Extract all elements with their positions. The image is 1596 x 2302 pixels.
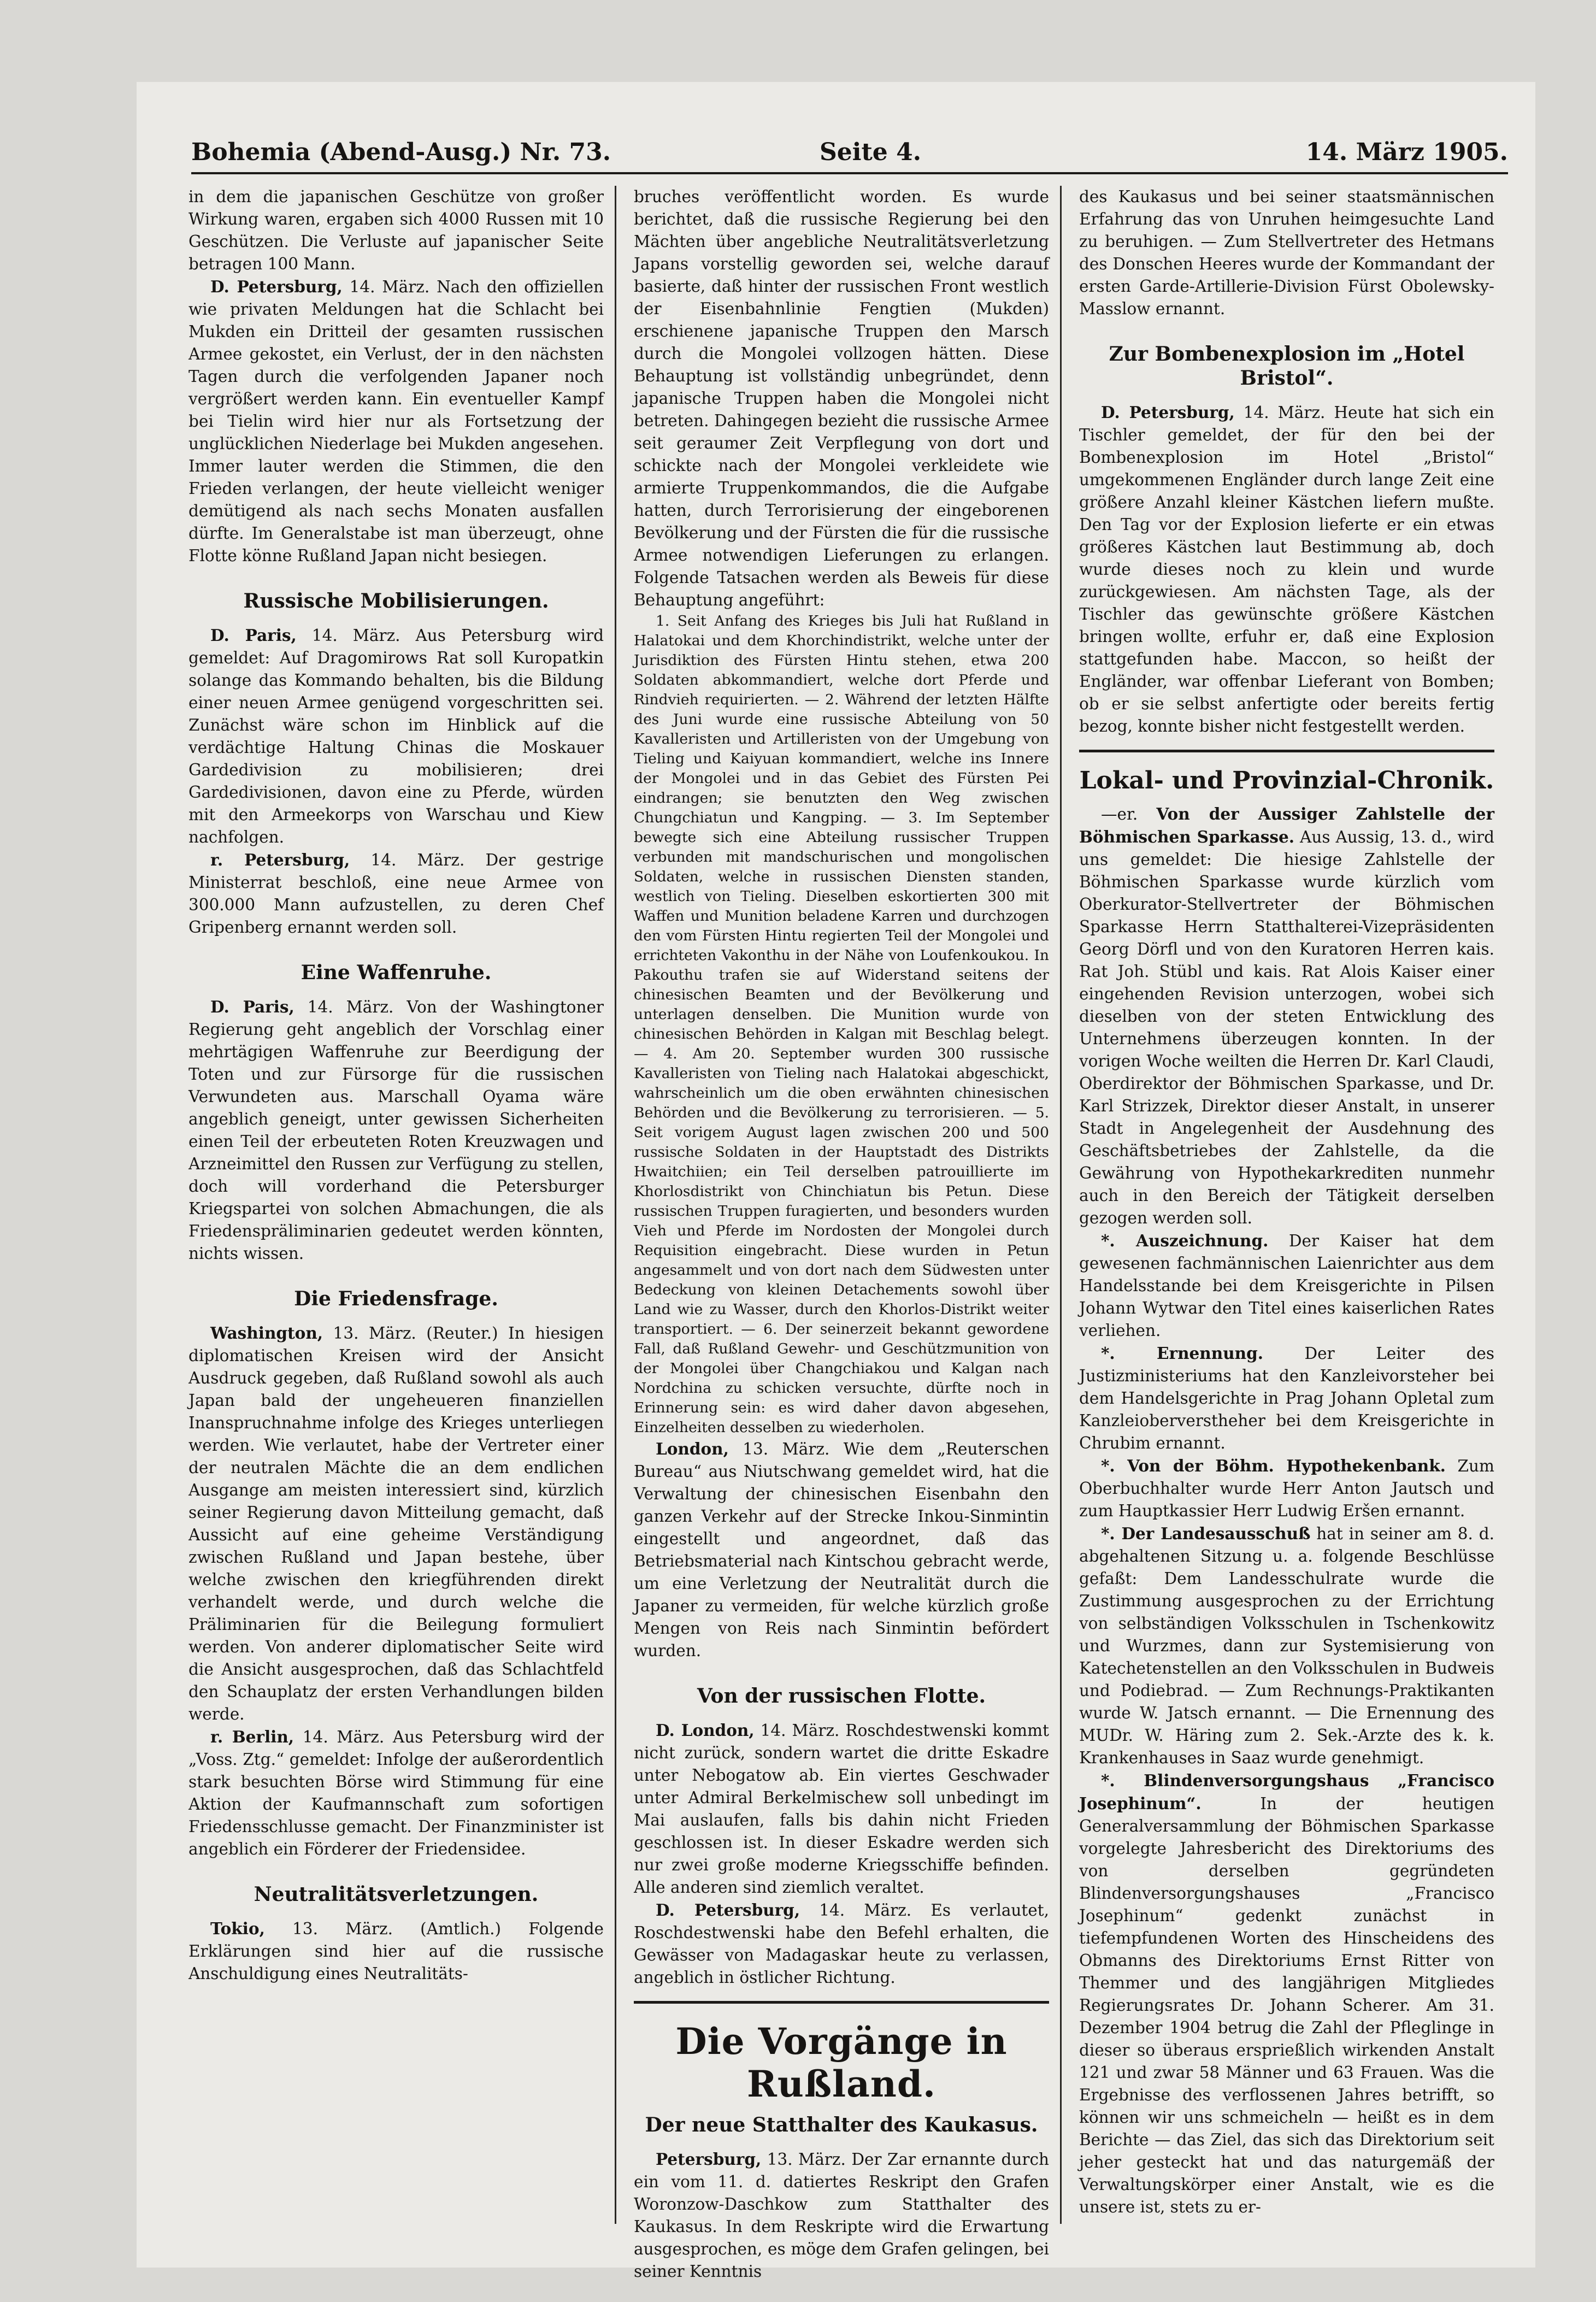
header-date: 14. März 1905. (1305, 138, 1508, 166)
item-title: *. Der Landesausschuß (1101, 1524, 1311, 1543)
article-paragraph (189, 1726, 604, 1861)
dateline: r. Petersburg, (210, 850, 350, 869)
dateline: D. Paris, (210, 997, 295, 1016)
article-paragraph (189, 1917, 604, 1985)
dateline: D. Petersburg, (210, 277, 343, 296)
article-text: März. Der gestrige Ministerrat beschloß, eine neue Armee von 300.000 Mann aufzustellen, zu deren Chef Gripenberg ernannt werden soll. (189, 851, 604, 937)
dateline: D. Petersburg, (656, 1900, 800, 1920)
section-heading: Neutralitätsverletzungen. (254, 1883, 539, 1906)
article-paragraph: 1. Seit Anfang des Krieges bis Juli hat Rußland in Halatokai und dem Khorchindistrikt, welche unter der Jurisdiktion des Fürsten Hintu stehen, etwa 200 Soldaten abkommandiert, welche dort Pferde und Rindvieh requirierten. — 2. Während der letzten Hälfte des Juni wurde eine russische Abteilung von 50 Kavalleristen und Artilleristen von der Umgebung von Tieling und Kaiyuan kommandiert, welche ins Innere der Mongolei und in das Gebiet des Fürsten Pei eindrangen; sie benutzten den Weg zwischen Chungchiatun und Kangping. — 3. Im September bewegte sich eine Abteilung russischer Truppen verbunden mit mandschurischen und mongolischen Soldaten, welche in russischen Diensten standen, westlich von Tieling. Dieselben eskortierten 300 mit Waffen und Munition beladene Karren und durchzogen den vom Fürsten Hintu regierten Teil der Mongolei und errichteten Vakonthu in der Nähe von Loufenkoukou. In Pakouthu trafen sie auf Widerstand seitens der chinesischen Beamten und der Bevölkerung und unterlagen denselben. Die Munition wurde von chinesischen Behörden in Kalgan mit Beschlag belegt. — 4. Am 20. September wurden 300 russische Kavalleristen von Tieling nach Halatokai abgeschickt, wahrscheinlich um die oben erwähnten chinesischen Behörden und die Bevölkerung zu terrorisieren. — 5. Seit vorigem August lagen zwischen 200 und 500 russische Soldaten in der Hauptstadt des Distrikts Hwaitchiien; ein Teil derselben patrouillierte im Khorlosdistrikt von Chinchiatun bis Petun. Diese russischen Truppen furagierten, und besonders wurden Vieh und Pferde im Nordosten der Mongolei durch Requisition eingebracht. Diese wurden in Petun angesammelt und von dort nach dem Südwesten unter Bedeckung von kleinen Detachements sowohl über Land wie zu Wasser, durch den Khorlos-Distrikt weiter transportiert. — 6. Der seinerzeit bekannt gewordene Fall, daß Rußland Gewehr- und Geschützmunition von der Mongolei über Changchiakou und Kalgan nach Nordchina zu schicken versuchte, dürfte noch in Erinnerung sein: es wird daher davon abgesehen, Einzelheiten desselben zu wiederholen. (634, 613, 1049, 1436)
item-title: *. Ernennung. (1101, 1344, 1263, 1363)
article-paragraph (189, 849, 604, 939)
dateline: London, (656, 1439, 729, 1458)
section-heading: Eine Waffenruhe. (301, 961, 492, 984)
article-text: Es verlautet, Roschdestwenski habe den Befehl erhalten, die Gewässer von Madagaskar heute zu verlassen, angeblich in östlicher Richtung. (634, 1901, 1049, 1987)
article-paragraph (1079, 1769, 1494, 2218)
article-text: In der heutigen Generalversammlung der Böhmischen Sparkasse vorgelegte Jahresbericht des Direktoriums des von derselben gegründeten Blindenversorgungshauses „Francisco Josephinum“ gedenkt zunächst in tiefempfundenen Worten des Hinscheidens des Obmanns des Direktoriums Ernst Ritter von Themmer und des langjährigen Mitgliedes Regierungsrates Dr. Johann Scherer. Am 31. Dezember 1904 betrug die Zahl der Pfleglinge in dieser so überaus ersprießlich wirkenden Anstalt 121 und zwar 58 Männer und 63 Frauen. Was die Ergebnisse des verflossenen Jahres betrifft, so können wir uns schmeicheln — heißt es in dem Berichte — das Ziel, das sich das Direktorium seit jeher gesteckt hat und das naturgemäß der Verwaltungskörper einer Anstalt, wie es die unsere ist, stets zu er- (1079, 1794, 1494, 2216)
item-title: *. Von der Böhm. Hypothekenbank. (1101, 1456, 1446, 1475)
section-divider (634, 2001, 1049, 2004)
dateline: D. London, (656, 1721, 755, 1740)
article-text: Heute hat sich ein Tischler gemeldet, der für den bei der Bombenexplosion im Hotel „Bristol“ umgekommenen Engländer durch lange Zeit eine größere Anzahl kleiner Kästchen liefern mußte. Den Tag vor der Explosion lieferte er ein etwas größeres Kästchen laut Bestimmung ab, doch wurde dieses noch zu klein und wurde zurückgewiesen. Am nächsten Tage, als der Tischler das gewünschte größere Kästchen bringen wollte, erfuhr er, daß eine Explosion stattgefunden habe. Maccon, so heißt der Engländer, war offenbar Lieferant von Bomben; ob er sie selbst anfertigte oder bereits fertig bezog, konnte bisher nicht festgestellt werden. (1079, 403, 1494, 735)
article-text: Der Leiter des Justizministeriums hat den Kanzleivorsteher bei dem Handelsgerichte in Prag Johann Opletal zum Kanzleioberverstheher bei dem Kreisgerichte in Chrubim ernannt. (1079, 1344, 1494, 1452)
dateline: D. Paris, (210, 626, 297, 645)
article-paragraph (1079, 1342, 1494, 1455)
date: 13. März. (767, 2150, 846, 2169)
item-title: *. Blindenversorgungshaus „Francisco Josephinum“. (1079, 1771, 1494, 1813)
article-text: Zum Oberbuchhalter wurde Herr Anton Jautsch und zum Hauptkassier Herr Ludwig Eršen ernannt. (1079, 1457, 1494, 1520)
item-title: *. Auszeichnung. (1101, 1231, 1269, 1250)
article-paragraph (634, 1899, 1049, 1989)
article-paragraph: in dem die japanischen Geschütze von großer Wirkung waren, ergaben sich 4000 Russen mit 10 Geschützen. Die Verluste auf japanischer Seite betragen 100 Mann. (189, 187, 604, 273)
column-1 (189, 186, 604, 2229)
date: 14. (370, 851, 397, 869)
article-paragraph (634, 2148, 1049, 2283)
article-paragraph (1079, 401, 1494, 738)
item-title: Von der Aussiger Zahlstelle der Böhmischen Sparkasse. (1079, 804, 1494, 846)
article-text: In hiesigen diplomatischen Kreisen wird der Ansicht Ausdruck gegeben, daß Rußland sowohl als auch Japan bald der ungeheueren finanziellen Inanspruchnahme infolge des Krieges unterliegen werden. Wie verlautet, habe der Vertreter einer der neutralen Mächte die an dem endlichen Ausgange am meisten interessiert sind, kürzlich seiner Regierung davon Mitteilung gemacht, daß Aussicht auf eine geheime Verständigung zwischen Rußland und Japan bestehe, über welche zwischen den kriegführenden direkt verhandelt werde, und durch welche die Präliminarien für die Beilegung formuliert werden. Von anderer diplomatischer Seite wird die Ansicht ausgesprochen, daß das Schlachtfeld den Schauplatz der ersten Verhandlungen bilden werde. (189, 1324, 604, 1723)
date: 14. März. (819, 1901, 912, 1920)
column-3 (1079, 186, 1494, 2229)
dateline: Tokio, (210, 1919, 265, 1938)
major-heading: Die Vorgänge in Rußland. (675, 2020, 1008, 2105)
article-paragraph: bruches veröffentlicht worden. Es wurde berichtet, daß die russische Regierung bei den Mächten über angebliche Neutralitätsverletzung Japans vorstellig geworden sei, welche darauf basierte, daß hinter der russischen Front westlich der Eisenbahnlinie Fengtien (Mukden) erschienene japanische Truppen den Marsch durch die Mongolei vollzogen hätten. Diese Behauptung ist vollständig unbegründet, denn japanische Truppen haben die Mongolei nicht betreten. Dahingegen bezieht die russische Armee seit geraumer Zeit Verpflegung von dort und schickte nach der Mongolei verkleidete wie armierte Truppenkommandos, die die Aufgabe hatten, durch Terrorisierung der eingeborenen Bevölkerung und der Fürsten die für die russische Armee notwendigen Lieferungen zu erlangen. Folgende Tatsachen werden als Beweis für diese Behauptung angeführt: (634, 187, 1049, 609)
article-text: Aus Aussig, 13. d., wird uns gemeldet: Die hiesige Zahlstelle der Böhmischen Sparkasse wurde kürzlich vom Oberkurator-Stellvertreter der Böhmischen Sparkasse Herrn Statthalterei-Vizepräsidenten Georg Dörfl und von den Kuratoren Herren kais. Rat Joh. Stübl und kais. Rat Alois Kaiser einer eingehenden Revision unterzogen, wobei sich dieselben von der steten Entwicklung des Unternehmens überzeugen konnten. In der vorigen Woche weilten die Herren Dr. Karl Claudi, Oberdirektor der Böhmischen Sparkasse, und Dr. Karl Strizzek, Direktor dieser Anstalt, in unserer Stadt in Angelegenheit der Ausdehnung des Geschäftsbetriebes der Zahlstelle, da die Gewährung von Hypothekarkrediten nunmehr auch in den Bereich der Tätigkeit derselben gezogen werden soll. (1079, 828, 1494, 1227)
date: 14. März. (302, 1728, 385, 1746)
column-2 (634, 186, 1049, 2281)
section-heading: Von der russischen Flotte. (697, 1685, 986, 1708)
header-page-number: Seite 4. (820, 138, 922, 166)
date: 14. März. (1243, 403, 1326, 422)
date: 13. März. (Reuter.) (333, 1324, 498, 1343)
article-paragraph (189, 996, 604, 1265)
date: 14. März. (311, 626, 401, 645)
section-heading: Der neue Statthalter des Kaukasus. (645, 2113, 1038, 2136)
date: 13. März. (743, 1440, 830, 1458)
date: 14. März. (760, 1721, 840, 1740)
newspaper-page (137, 82, 1535, 2281)
article-text: Roschdestwenski kommt nicht zurück, sondern wartet die dritte Eskadre unter Nebogatow ab. Ein viertes Geschwader unter Admiral Berkelmischew soll unbedingt im Mai auslaufen, falls bis dahin nicht Frieden geschlossen ist. In dieser Eskadre werden sich nur zwei große moderne Kriegsschiffe befinden. Alle anderen sind ziemlich veraltet. (634, 1721, 1049, 1897)
article-text: Folgende Erklärungen sind hier auf die russische Anschuldigung eines Neutralitäts- (189, 1920, 604, 1983)
dateline: r. Berlin, (210, 1727, 295, 1746)
article-paragraph (1079, 1229, 1494, 1342)
dateline: D. Petersburg, (1101, 403, 1235, 422)
article-paragraph (1079, 803, 1494, 1229)
article-text: Aus Petersburg wird der „Voss. Ztg.“ gemeldet: Infolge der außerordentlich stark besuchten Börse wird Stimmung für eine Aktion der Kaufmannschaft zum sofortigen Friedensschlusse gemacht. Der Finanzminister ist angeblich ein Förderer der Friedensidee. (189, 1728, 604, 1858)
article-paragraph (1079, 1455, 1494, 1522)
article-text: Der Kaiser hat dem gewesenen fachmännischen Laienrichter aus dem Handelsstande bei dem Kreisgerichte in Pilsen Johann Wytwar den Titel eines kaiserlichen Rates verliehen. (1079, 1232, 1494, 1340)
dateline: Washington, (210, 1323, 323, 1343)
section-heading: Zur Bombenexplosion im „Hotel Bristol“. (1109, 343, 1465, 390)
article-paragraph: des Kaukasus und bei seiner staatsmännischen Erfahrung das von Unruhen heimgesuchte Land zu beruhigen. — Zum Stellvertreter des Hetmans des Donschen Heeres wurde der Kommandant der ersten Garde-Artillerie-Division Fürst Obolewsky-Masslow ernannt. (1079, 187, 1494, 318)
article-text: Aus Petersburg wird gemeldet: Auf Dragomirows Rat soll Kuropatkin solange das Kommando behalten, bis die Bildung einer neuen Armee genügend vorgeschritten sei. Zunächst wäre schon im Hinblick auf die verdächtige Haltung Chinas die Moskauer Gardedivision zu mobilisieren; drei Gardedivisionen, davon eine zu Pferde, würden mit den Armeekorps von Warschau und Kiew nachfolgen. (189, 626, 604, 846)
section-divider (1079, 750, 1494, 752)
page-header (191, 134, 1508, 174)
header-publication: Bohemia (Abend-Ausg.) Nr. 73. (191, 138, 611, 166)
article-text: Nach den offiziellen wie privaten Meldungen hat die Schlacht bei Mukden ein Dritteil der gesamten russischen Armee gekostet, ein Verlust, der in den nächsten Tagen durch die verfolgenden Japaner noch vergrößert werden kann. Ein eventueller Kampf bei Tielin wird hier nur als Fortsetzung der unglücklichen Niederlage bei Mukden angesehen. Immer lauter werden die Stimmen, die den Frieden verlangen, der heute vielleicht weniger demütigend als nach sechs Monaten ausfallen dürfte. Im Generalstabe ist man überzeugt, ohne Flotte könne Rußland Japan nicht besiegen. (189, 278, 604, 565)
column-rule (615, 186, 616, 2224)
article-text: Wie dem „Reuterschen Bureau“ aus Niutschwang gemeldet wird, hat die Verwaltung der chinesischen Eisenbahn den ganzen Verkehr auf der Strecke Inkou-Sinmintin eingestellt und angeordnet, daß das Betriebsmaterial nach Kintschou gebracht werde, um eine Verletzung der Neutralität durch die Japaner zu vermeiden, für welche kürzlich große Mengen von Reis nach Sinmintin befördert wurden. (634, 1440, 1049, 1660)
article-paragraph (189, 624, 604, 849)
dateline: Petersburg, (656, 2150, 762, 2169)
date: 13. März. (Amtlich.) (292, 1920, 502, 1938)
date: 14. März. (349, 278, 430, 296)
article-text: Von der Washingtoner Regierung geht angeblich der Vorschlag einer mehrtägigen Waffenruhe zur Beerdigung der Toten und zur Fürsorge für die russischen Verwundeten aus. Marschall Oyama wäre angeblich geneigt, unter gewissen Sicherheiten einen Teil der erbeuteten Roten Kreuzwagen und Arzneimittel den Russen zur Verfügung zu stellen, doch will vorderhand die Petersburger Kriegspartei von solchen Abmachungen, die als Friedenspräliminarien gedeutet werden könnten, nichts wissen. (189, 998, 604, 1263)
article-paragraph (189, 275, 604, 567)
article-paragraph (634, 1719, 1049, 1899)
column-rule (1060, 186, 1062, 2224)
article-text: Der Zar ernannte durch ein vom 11. d. datiertes Reskript den Grafen Woronzow-Daschkow zum Statthalter des Kaukasus. In dem Reskripte wird die Erwartung ausgesprochen, es möge dem Grafen gelingen, bei seiner Kenntnis (634, 2150, 1049, 2281)
author-mark: —er. (1101, 805, 1138, 823)
section-heading: Die Friedensfrage. (294, 1287, 498, 1310)
article-paragraph (634, 1438, 1049, 1662)
major-heading: Lokal- und Provinzial-Chronik. (1079, 767, 1494, 794)
article-paragraph (189, 1322, 604, 1726)
section-heading: Russische Mobilisierungen. (243, 590, 549, 613)
date: 14. März. (307, 998, 394, 1016)
article-paragraph (1079, 1522, 1494, 1769)
article-text: hat in seiner am 8. d. abgehaltenen Sitzung u. a. folgende Beschlüsse gefaßt: Dem Landesschulrate wurde die Zustimmung ausgesprochen zu der Errichtung von selbständigen Volksschulen in Tschenkowitz und Wurzmes, dann zur Systemisierung von Katechetenstellen an den Volksschulen in Budweis und Podiebrad. — Zum Rechnungs-Praktikanten wurde W. Jatsch ernannt. — Die Ernennung des MUDr. W. Häring zum 2. Sek.-Arzte des k. k. Krankenhauses in Saaz wurde genehmigt. (1079, 1524, 1494, 1767)
